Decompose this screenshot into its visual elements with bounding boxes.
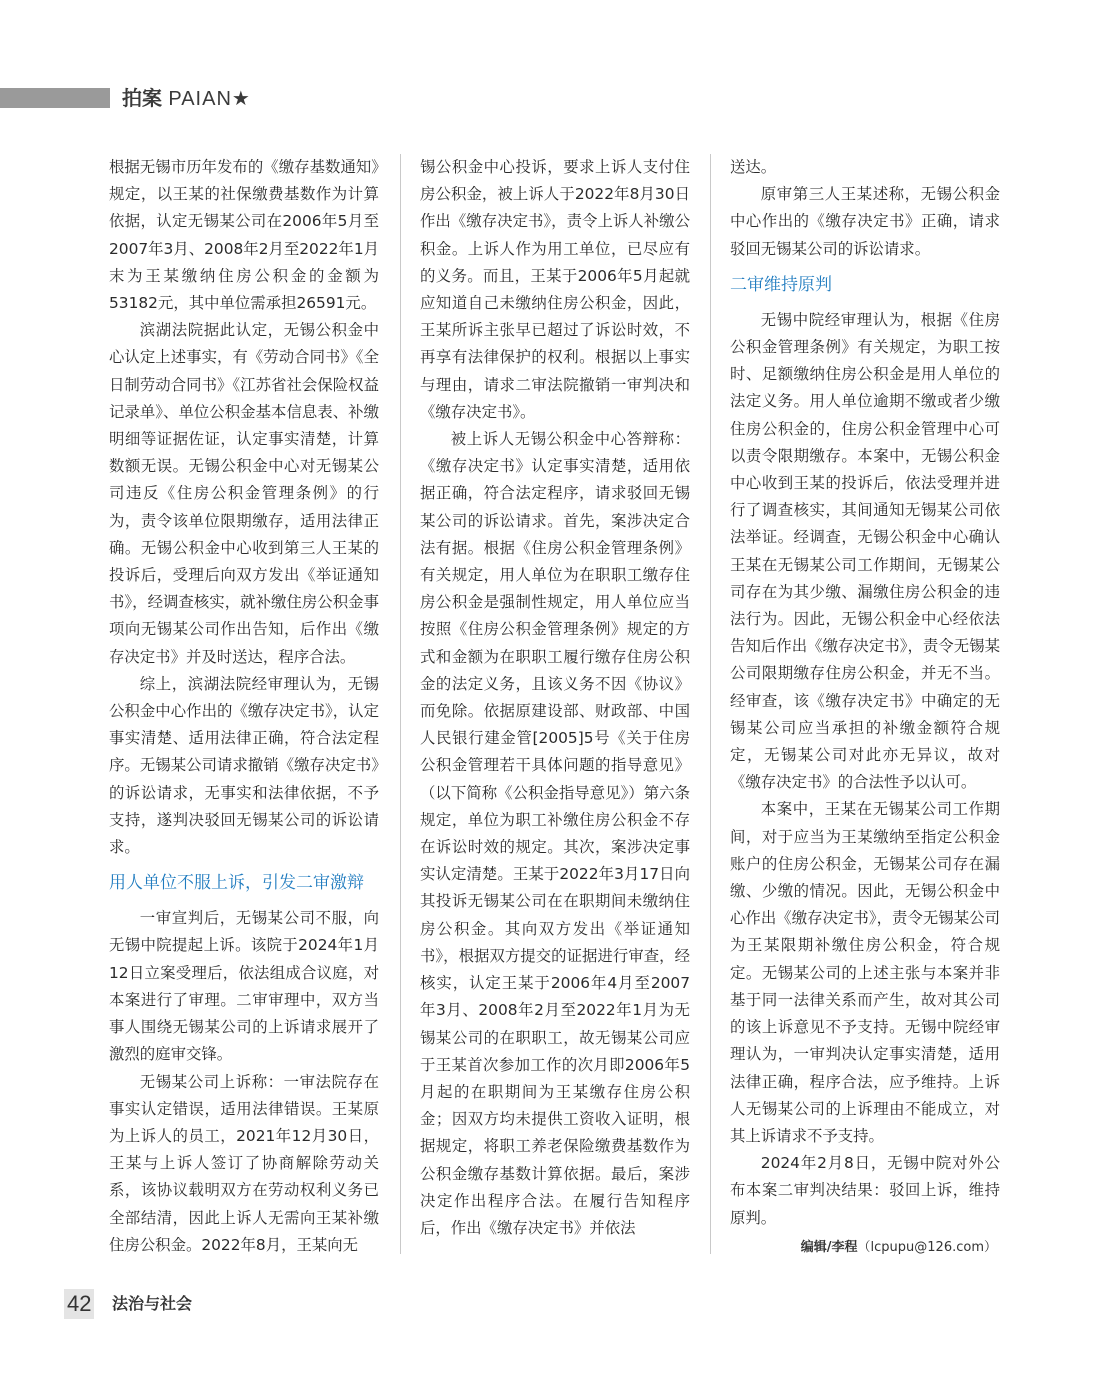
paragraph: 原审第三人王某述称，无锡公积金中心作出的《缴存决定书》正确，请求驳回无锡某公司的诉讼请求。: [730, 185, 1000, 258]
section-header: [0, 86, 400, 110]
section-title-cn: 拍案: [122, 86, 162, 110]
star-icon: ★: [231, 86, 250, 110]
section-title: [122, 86, 250, 111]
paragraph: 送达。: [730, 158, 777, 176]
paragraph: 滨湖法院据此认定，无锡公积金中心认定上述事实，有《劳动合同书》《全日制劳动合同书》《江苏省社会保险权益记录单》、单位公积金基本信息表、补缴明细等证据佐证，认定事实清楚，计算数额无误。无锡公积金中心对无锡某公司违反《住房公积金管理条例》的行为，责令该单位限期缴存，适用法律正确。无锡公积金中心收到第三人王某的投诉后，受理后向双方发出《举证通知书》，经调查核实，就补缴住房公积金事项向无锡某公司作出告知，后作出《缴存决定书》并及时送达，程序合法。: [109, 321, 379, 666]
article-column-1: [109, 154, 379, 1259]
editor-name: 编辑/李程: [800, 1240, 858, 1255]
column-divider: [400, 154, 401, 1254]
paragraph: 综上，滨湖法院经审理认为，无锡公积金中心作出的《缴存决定书》，认定事实清楚、适用法律正确，符合法定程序。无锡某公司请求撤销《缴存决定书》的诉讼请求，无事实和法律依据，不予支持，遂判决驳回无锡某公司的诉讼请求。: [109, 674, 379, 857]
article-column-2: [420, 154, 690, 1242]
page-number: 42: [64, 1289, 94, 1319]
paragraph: 本案中，王某在无锡某公司工作期间，对于应当为王某缴纳至指定公积金账户的住房公积金，无锡某公司存在漏缴、少缴的情况。因此，无锡公积金中心作出《缴存决定书》，责令无锡某公司为王某限期补缴住房公积金，符合规定。无锡某公司的上述主张与本案并非基于同一法律关系而产生，故对其公司的该上诉意见不予支持。无锡中院经审理认为，一审判决认定事实清楚，适用法律正确，程序合法，应予维持。上诉人无锡某公司的上诉理由不能成立，对其上诉请求不予支持。: [730, 800, 1000, 1145]
paragraph: 被上诉人无锡公积金中心答辩称：《缴存决定书》认定事实清楚，适用依据正确，符合法定程序，请求驳回无锡某公司的诉讼请求。首先，案涉决定合法有据。根据《住房公积金管理条例》有关规定，用人单位为在职职工缴存住房公积金是强制性规定，用人单位应当按照《住房公积金管理条例》规定的方式和金额为在职职工履行缴存住房公积金的法定义务，且该义务不因《协议》而免除。依据原建设部、财政部、中国人民银行建金管[2005]5号《关于住房公积金管理若干具体问题的指导意见》（以下简称《公积金指导意见》）第六条规定，单位为职工补缴住房公积金不存在诉讼时效的规定。其次，案涉决定事实认定清楚。王某于2022年3月17日向其投诉无锡某公司在在职期间未缴纳住房公积金。其向双方发出《举证通知书》，根据双方提交的证据进行审查，经核实，认定王某于2006年4月至2007年3月、2008年2月至2022年1月为无锡某公司的在职职工，故无锡某公司应于王某首次参加工作的次月即2006年5月起的在职期间为王某缴存住房公积金；因双方均未提供工资收入证明，根据规定，将职工养老保险缴费基数作为公积金缴存基数计算依据。最后，案涉决定作出程序合法。在履行告知程序后，作出《缴存决定书》并依法: [420, 430, 690, 1237]
header-bar: [0, 88, 110, 108]
paragraph: 锡公积金中心投诉，要求上诉人支付住房公积金，被上诉人于2022年8月30日作出《缴存决定书》，责令上诉人补缴公积金。上诉人作为用工单位，已尽应有的义务。而且，王某于2006年5月起就应知道自己未缴纳住房公积金，因此，王某所诉主张早已超过了诉讼时效，不再享有法律保护的权利。根据以上事实与理由，请求二审法院撤销一审判决和《缴存决定书》。: [420, 158, 690, 421]
article-column-3: [730, 154, 1000, 1232]
section-title-en: PAIAN: [168, 88, 232, 110]
subheading: 用人单位不服上诉，引发二审激辩: [109, 873, 364, 894]
editor-email: （lcpupu@126.com）: [857, 1240, 997, 1255]
paragraph: 2024年2月8日，无锡中院对外公布本案二审判决结果：驳回上诉，维持原判。: [730, 1154, 1000, 1227]
paragraph: 无锡某公司上诉称：一审法院存在事实认定错误，适用法律错误。王某原为上诉人的员工，2021年12月30日，王某与上诉人签订了协商解除劳动关系，该协议载明双方在劳动权利义务已全部结清，因此上诉人无需向王某补缴住房公积金。2022年8月，王某向无: [109, 1072, 379, 1254]
magazine-name: 法治与社会: [112, 1294, 193, 1313]
paragraph: 一审宣判后，无锡某公司不服，向无锡中院提起上诉。该院于2024年1月12日立案受理后，依法组成合议庭，对本案进行了审理。二审审理中，双方当事人围绕无锡某公司的上诉请求展开了激烈的庭审交锋。: [109, 909, 379, 1064]
column-divider: [710, 154, 711, 1254]
paragraph: 无锡中院经审理认为，根据《住房公积金管理条例》有关规定，为职工按时、足额缴纳住房公积金是用人单位的法定义务。用人单位逾期不缴或者少缴住房公积金的，住房公积金管理中心可以责令限期缴存。本案中，无锡公积金中心收到王某的投诉后，依法受理并进行了调查核实，其间通知无锡某公司依法举证。经调查，无锡公积金中心确认王某在无锡某公司工作期间，无锡某公司存在为其少缴、漏缴住房公积金的违法行为。因此，无锡公积金中心经依法告知后作出《缴存决定书》，责令无锡某公司限期缴存住房公积金，并无不当。经审查，该《缴存决定书》中确定的无锡某公司应当承担的补缴金额符合规定，无锡某公司对此亦无异议，故对《缴存决定书》的合法性予以认可。: [730, 310, 1000, 792]
editor-credit: [801, 1239, 997, 1257]
subheading: 二审维持原判: [730, 274, 832, 295]
paragraph: 根据无锡市历年发布的《缴存基数通知》规定，以王某的社保缴费基数作为计算依据，认定无锡某公司在2006年5月至2007年3月、2008年2月至2022年1月末为王某缴纳住房公积金的金额为53182元，其中单位需承担26591元。: [109, 158, 380, 313]
